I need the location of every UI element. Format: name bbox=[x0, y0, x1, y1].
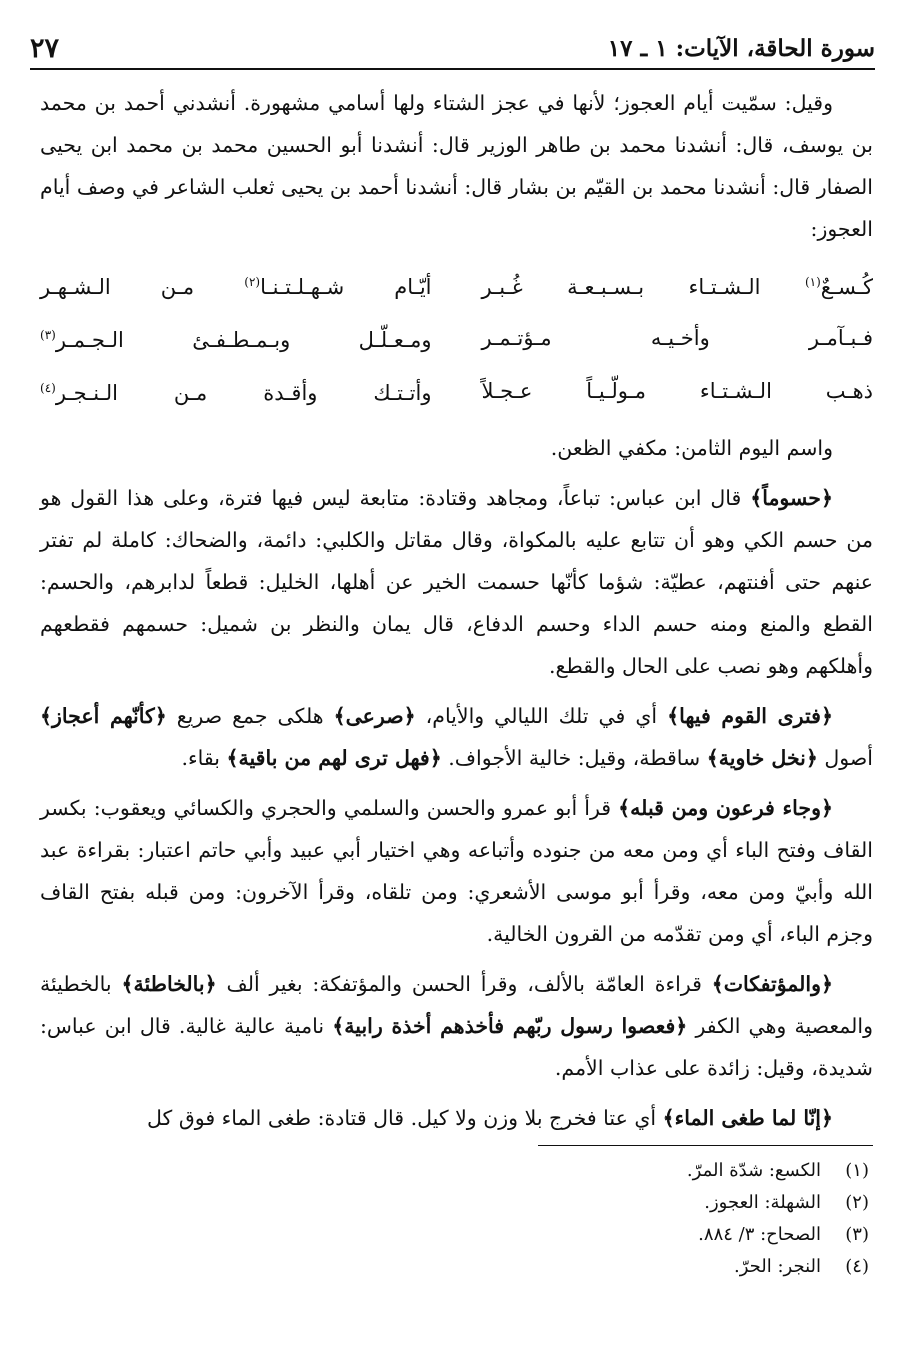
footnote bbox=[369, 1251, 869, 1283]
paragraph bbox=[40, 82, 873, 250]
footnote-number: (٢) bbox=[845, 1192, 869, 1213]
verse-first-hemistich bbox=[482, 317, 874, 359]
page-number: ٢٧ bbox=[30, 33, 60, 64]
running-title: سورة الحاقة، الآيات: ١ ـ ١٧ bbox=[607, 35, 875, 62]
footnote-text: الكسع: شدّة المرّ. bbox=[686, 1160, 821, 1181]
quran-quote: ﴿فترى القوم فيها﴾ bbox=[667, 704, 833, 728]
footnote bbox=[369, 1155, 869, 1187]
quran-quote: ﴿إنّا لما طغى الماء﴾ bbox=[662, 1106, 833, 1130]
paragraph bbox=[40, 787, 873, 955]
footnote-text: النجر: الحرّ. bbox=[733, 1256, 821, 1277]
hemistich-text: كُـسـعٌ bbox=[820, 275, 873, 299]
footnote bbox=[369, 1187, 869, 1219]
footnote-number: (٤) bbox=[845, 1256, 869, 1277]
quran-quote: ﴿كأنّهم أعجاز﴾ bbox=[40, 704, 167, 728]
main-text bbox=[40, 82, 873, 1147]
quran-quote: ﴿وجاء فرعون ومن قبله﴾ bbox=[618, 796, 833, 820]
footnote-number: (١) bbox=[845, 1160, 869, 1181]
paragraph bbox=[40, 427, 873, 469]
poem bbox=[40, 258, 873, 417]
paragraph-text: بقاء. bbox=[181, 746, 227, 770]
quran-quote: ﴿فهل ترى لهم من باقية﴾ bbox=[226, 746, 442, 770]
hemistich-text: ومـعـلّـل وبـمـطـفـئ الـجـمـر bbox=[55, 328, 432, 352]
paragraph-text: ساقطة، وقيل: خالية الأجواف. bbox=[441, 746, 707, 770]
quran-quote: ﴿صرعى﴾ bbox=[333, 704, 416, 728]
verse-second-hemistich bbox=[40, 261, 432, 308]
paragraph-text: واسم اليوم الثامن: مكفي الظعن. bbox=[550, 436, 833, 460]
paragraph bbox=[40, 695, 873, 779]
paragraph bbox=[40, 963, 873, 1089]
footnote bbox=[369, 1219, 869, 1251]
footnote-number: (٣) bbox=[845, 1224, 869, 1245]
verse-first-hemistich bbox=[482, 370, 874, 412]
paragraph-text: قراءة العامّة بالألف، وقرأ الحسن والمؤتفكة: بغير ألف bbox=[216, 972, 712, 996]
paragraph-text: قرأ أبو عمرو والحسن والسلمي والحجري والكسائي ويعقوب: بكسر القاف وفتح الباء أي ومن معه من جنوده وأتباعه وهي اختيار أبي عبيد وأبي حاتم اعتبار: بقراءة عبد الله وأبيّ ومن معه، وقرأ أبو موسى الأشعري: ومن تلقاه، وقرأ الآخرون: ومن قبله بفتح القاف وجزم الباء، أي ومن تقدّمه من القرون الخالية. bbox=[40, 796, 873, 946]
paragraph-text: أي في تلك الليالي والأيام، bbox=[415, 704, 668, 728]
footnote-text: الصحاح: ٣/ ٨٨٤. bbox=[698, 1224, 821, 1245]
quran-quote: ﴿بالخاطئة﴾ bbox=[121, 972, 217, 996]
hemistich-text: وأتـتـك وأقـدة مـن الـنـجـر bbox=[55, 381, 432, 405]
verse-first-hemistich bbox=[482, 261, 874, 308]
paragraph bbox=[40, 477, 873, 687]
quran-quote: ﴿نخل خاوية﴾ bbox=[706, 746, 818, 770]
footnote-text: الشهلة: العجوز. bbox=[704, 1192, 821, 1213]
verse-line bbox=[40, 311, 873, 364]
paragraph-text: هلكى جمع صريع bbox=[166, 704, 334, 728]
paragraph-text: نامية عالية غالية. قال ابن عباس: شديدة، وقيل: زائدة على عذاب الأمم. bbox=[40, 1014, 873, 1080]
paragraph-text: وقيل: سمّيت أيام العجوز؛ لأنها في عجز الشتاء ولها أسامي مشهورة. أنشدني أحمد بن محمد بن يوسف، قال: أنشدنا محمد بن طاهر الوزير قال: أنشدنا أبو الحسين محمد بن محمد ابن يحيى الصفار قال: أنشدنا محمد بن القيّم بن بشار قال: أنشدنا أحمد بن يحيى ثعلب الشاعر في وصف أيام العجوز: bbox=[40, 91, 873, 241]
paragraph-text: قال ابن عباس: تباعاً، ومجاهد وقتادة: متابعة ليس فيها فترة، وعلى هذا القول هو من حسم الكي وهو أن تتابع عليه بالمكواة، وقال مقاتل والكلبي: دائمة، والضحاك: كاملة لم تفتر عنهم حتى أفنتهم، عطيّة: شؤما كأنّها حسمت الخير عن أهلها، الخليل: قطعاً لدابرهم، والحسم: القطع والمنع ومنه حسم الداء وحسم الدفاع، قال يمان والنظر بن شميل: حسمهم فقطعهم وأهلكهم وهو نصب على الحال والقطع. bbox=[40, 486, 873, 678]
quran-quote: ﴿فعصوا رسول ربّهم فأخذهم أخذة رابية﴾ bbox=[332, 1014, 688, 1038]
verse-second-hemistich bbox=[40, 367, 432, 414]
page-header bbox=[30, 22, 875, 70]
hemistich-text: ذهـب الـشـتـاء مـولّـيـاً عـجـلاً bbox=[481, 378, 873, 403]
footnote-marker: (٢) bbox=[244, 275, 261, 289]
paragraph-text: بالخطيئة والمعصية وهي الكفر bbox=[40, 972, 873, 1038]
verse-second-hemistich bbox=[40, 314, 432, 361]
paragraph bbox=[40, 1097, 873, 1139]
footnote-marker: (٣) bbox=[40, 328, 56, 342]
hemistich-text: أيّـام شـهـلـتـنـا bbox=[260, 275, 432, 299]
hemistich-text: الـشـتـاء بـسـبـعـة غُـبـر bbox=[481, 275, 805, 299]
quran-quote: ﴿حسوماً﴾ bbox=[750, 486, 833, 510]
footnotes bbox=[369, 1155, 869, 1283]
footnote-marker: (٤) bbox=[40, 381, 56, 395]
footnote-marker: (١) bbox=[804, 275, 821, 289]
paragraph-text: أي عتا فخرج بلا وزن ولا كيل. قال قتادة: طغى الماء فوق كل bbox=[147, 1106, 663, 1130]
hemistich-text: فـبـآمـر وأخـيـه مـؤتـمـر bbox=[481, 325, 873, 350]
verse-line bbox=[40, 258, 873, 311]
paragraph-text: أصول bbox=[817, 746, 873, 770]
verse-line bbox=[40, 364, 873, 417]
quran-quote: ﴿والمؤتفكات﴾ bbox=[711, 972, 833, 996]
footnote-divider bbox=[538, 1145, 873, 1146]
hemistich-text: مـن الـشـهـر bbox=[40, 275, 245, 299]
